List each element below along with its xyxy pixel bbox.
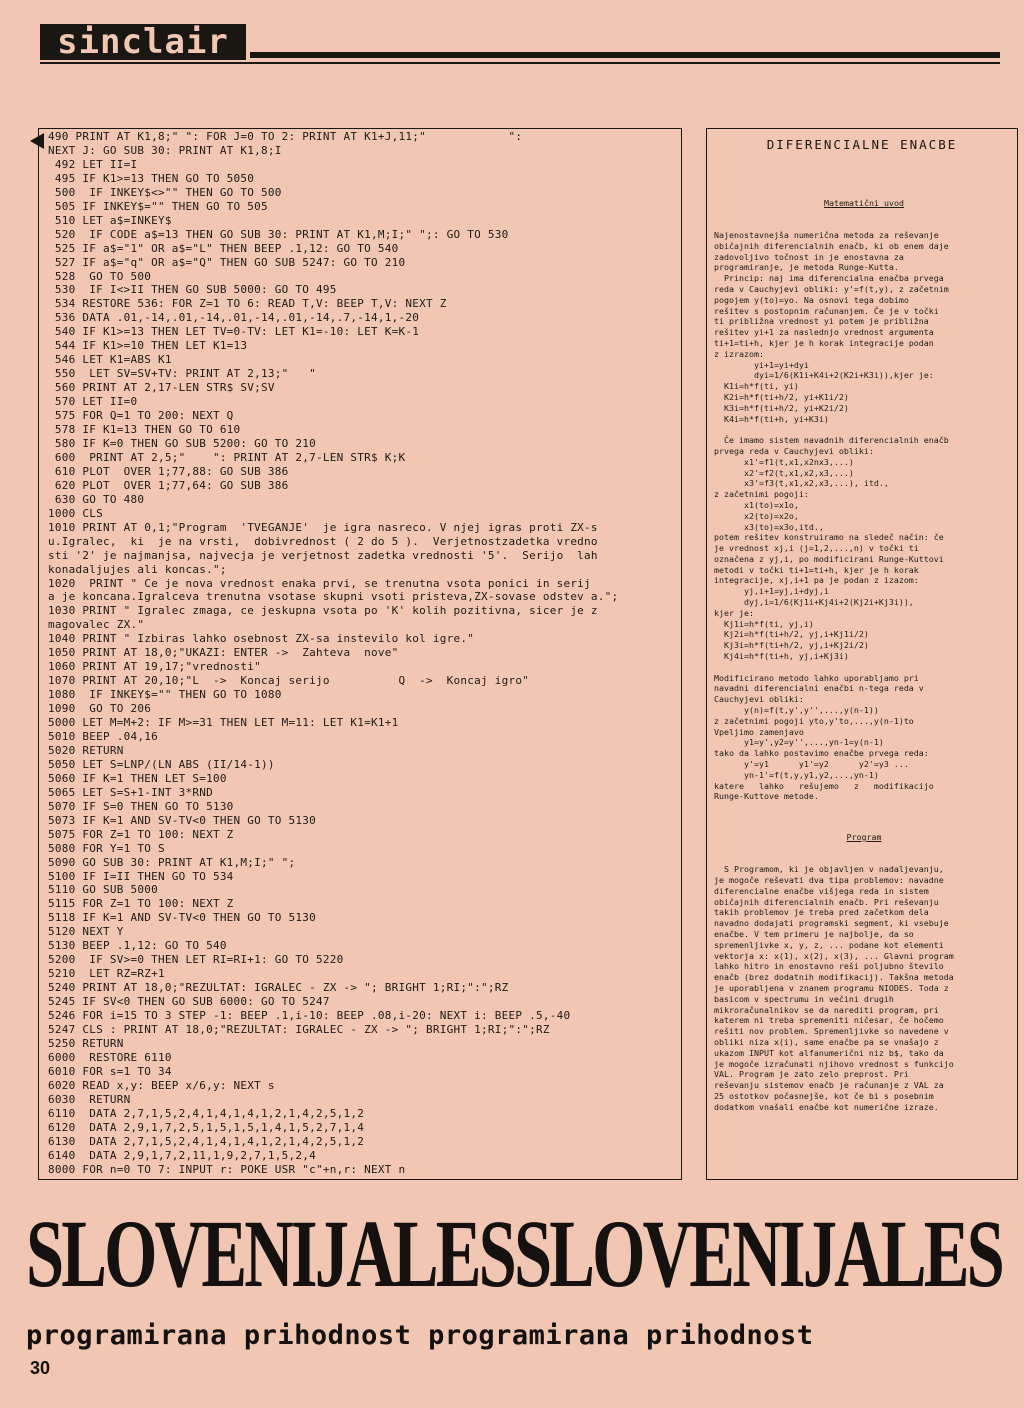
article-line: Modificirano metodo lahko uporabljamo pri: [714, 672, 919, 683]
listing-line: 5118 IF K=1 AND SV-TV<0 THEN GO TO 5130: [48, 911, 317, 925]
listing-line: 1000 CLS: [48, 506, 103, 520]
listing-line: 5073 IF K=1 AND SV-TV<0 THEN GO TO 5130: [48, 813, 317, 827]
listing-line: 1010 PRINT AT 0,1;"Program 'TVEGANJE' je igra nasreco. V njej igras proti ZX-s: [48, 520, 598, 534]
basic-program-listing: [48, 130, 676, 1176]
listing-line: a je koncana.Igralceva trenutna vsotase skupni vsoti pristeva,ZX-sovase odstev a.";: [48, 590, 619, 604]
article-line: potem rešitev konstruiramo na sledeč način: če: [714, 532, 944, 543]
listing-line: 5020 RETURN: [48, 743, 124, 757]
article-line: Najenostavnejša numerična metoda za reševanje: [714, 229, 939, 240]
listing-line: 600 PRINT AT 2,5;" ": PRINT AT 2,7-LEN STR$ K;K: [48, 450, 406, 464]
listing-line: 610 PLOT OVER 1;77,88: GO SUB 386: [48, 464, 289, 478]
article-line: reševanju sistemov enačb je računanje z VAL za: [714, 1080, 944, 1091]
listing-line: konadaljujes ali koncas.";: [48, 562, 227, 576]
listing-line: 525 IF a$="1" OR a$="L" THEN BEEP .1,12: GO TO 540: [48, 241, 399, 255]
listing-line: 527 IF a$="q" OR a$="Q" THEN GO SUB 5247: GO TO 210: [48, 255, 406, 269]
listing-line: 5080 FOR Y=1 TO S: [48, 841, 165, 855]
article-line: 25 ostotkov počasnejše, kot če bi s posebnim: [714, 1090, 934, 1101]
article-line: basicom v spectrumu in večini drugih: [714, 993, 894, 1004]
article-line: x3'=f3(t,x1,x2,x3,...), itd.,: [714, 478, 889, 489]
listing-line: 6030 RETURN: [48, 1092, 131, 1106]
article-line: yn-1'=f(t,y,y1,y2,...,yn-1): [714, 769, 879, 780]
listing-line: 580 IF K=0 THEN GO SUB 5200: GO TO 210: [48, 436, 317, 450]
article-line: Runge-Kuttove metode.: [714, 791, 819, 802]
article-line: prvega reda v Cauchyjevi obliki:: [714, 445, 874, 456]
header-rule-thin: [40, 62, 1000, 64]
listing-line: 5000 LET M=M+2: IF M>=31 THEN LET M=11: LET K1=K1+1: [48, 716, 399, 730]
article-line: dyj,i=1/6(Kj1i+Kj4i+2(Kj2i+Kj3i)),: [714, 597, 914, 608]
article-line: [714, 662, 1014, 673]
listing-line: 560 PRINT AT 2,17-LEN STR$ SV;SV: [48, 381, 275, 395]
article-line: ti približna vrednost yi potem je približna: [714, 316, 929, 327]
article-line: reda v Cauchyjevi obliki: y'=f(t,y), z začetnim: [714, 283, 949, 294]
listing-line: 5246 FOR i=15 TO 3 STEP -1: BEEP .1,i-10: BEEP .08,i-20: NEXT i: BEEP .5,-40: [48, 1009, 571, 1023]
listing-line: 6020 READ x,y: BEEP x/6,y: NEXT s: [48, 1078, 275, 1092]
article-line: Vpeljimo zamenjavo: [714, 726, 804, 737]
listing-line: 630 GO TO 480: [48, 492, 145, 506]
article-line: običajnih diferencialnih enačb, ki ob enem daje: [714, 240, 949, 251]
listing-line: 5065 LET S=S+1-INT 3*RND: [48, 785, 213, 799]
listing-line: 6140 DATA 2,9,1,7,2,11,1,9,2,7,1,5,2,4: [48, 1148, 317, 1162]
article-line: Princip: naj ima diferencialna enačba prvega: [714, 273, 944, 284]
listing-line: u.Igralec, ki je na vrsti, dobivrednost ( 2 do 5 ). Verjetnostzadetka vredno: [48, 534, 598, 548]
article-line: katerem ni treba spremeniti ničesar, če hočemo: [714, 1015, 944, 1026]
article-line: obliki niza x(i), same enačbe pa se vnašajo z: [714, 1036, 939, 1047]
article-body: [714, 176, 1014, 1134]
article-line: lahko hitro in enostavno reši poljubno število: [714, 961, 944, 972]
listing-line: 5110 GO SUB 5000: [48, 883, 158, 897]
sinclair-logo: sinclair: [40, 24, 246, 60]
article-line: vektorja x: x(1), x(2), x(3), ... Glavni program: [714, 950, 954, 961]
article-line: dyi=1/6(K1i+K4i+2(K2i+K3i)),kjer je:: [714, 370, 934, 381]
listing-line: 528 GO TO 500: [48, 269, 152, 283]
article-line: x1'=f1(t,x1,x2nx3,...): [714, 456, 854, 467]
listing-line: 620 PLOT OVER 1;77,64: GO SUB 386: [48, 478, 289, 492]
article-line: enačb (brez dodatnih modifikacij). Takšna metoda: [714, 972, 954, 983]
listing-line: 500 IF INKEY$<>"" THEN GO TO 500: [48, 185, 282, 199]
listing-line: 5100 IF I=II THEN GO TO 534: [48, 869, 234, 883]
article-line: VAL. Program je zato zelo preprost. Pri: [714, 1069, 909, 1080]
article-line: takih problemov je treba pred začetkom dela: [714, 907, 929, 918]
listing-line: magovalec ZX.": [48, 618, 145, 632]
article-line: K1i=h*f(ti, yi): [714, 381, 799, 392]
listing-line: 5090 GO SUB 30: PRINT AT K1,M;I;" ";: [48, 855, 296, 869]
article-line: Kj3i=h*f(ti+h/2, yj,i+Kj2i/2): [714, 640, 869, 651]
section-heading-program: Program: [846, 831, 882, 842]
article-line: pogojem y(to)=yo. Na osnovi tega dobimo: [714, 294, 909, 305]
section-program-text: [714, 864, 1014, 1112]
listing-line: 1030 PRINT " Igralec zmaga, ce jeskupna vsota po 'K' kolih pozitivna, sicer je z: [48, 604, 598, 618]
article-line: je mogoče reševati dva tipa problemov: navadne: [714, 875, 944, 885]
continuation-arrow-icon: [30, 133, 44, 149]
article-line: Če imamo sistem navadnih diferencialnih enačb: [714, 435, 949, 446]
listing-line: 5115 FOR Z=1 TO 100: NEXT Z: [48, 897, 234, 911]
listing-line: sti '2' je najmanjsa, najvecja je verjetnost zadetka vrednosti '5'. Serijo lah: [48, 548, 598, 562]
listing-line: 6110 DATA 2,7,1,5,2,4,1,4,1,4,1,2,1,4,2,5,1,2: [48, 1106, 365, 1120]
listing-line: 520 IF CODE a$=13 THEN GO SUB 30: PRINT AT K1,M;I;" ";: GO TO 530: [48, 227, 509, 241]
article-line: katere lahko rešujemo z modifikacijo: [714, 780, 934, 791]
listing-line: 6010 FOR s=1 TO 34: [48, 1064, 172, 1078]
slovenijales-banner: SLOVENIJALESSLOVENIJALES: [26, 1200, 1002, 1307]
listing-line: 6130 DATA 2,7,1,5,2,4,1,4,1,4,1,2,1,4,2,5,1,2: [48, 1134, 365, 1148]
listing-line: 1090 GO TO 206: [48, 702, 152, 716]
article-line: je mogoče izračunati njihovo vrednost s funkcijo: [714, 1058, 954, 1069]
article-line: Cauchyjevi obliki:: [714, 694, 804, 705]
article-line: yi+1=yi+dyi: [714, 359, 809, 370]
listing-line: 6120 DATA 2,9,1,7,2,5,1,5,1,5,1,4,1,5,2,7,1,4: [48, 1120, 365, 1134]
article-line: mikroračunalnikov se da narediti program, pri: [714, 1004, 939, 1015]
listing-line: 550 LET SV=SV+TV: PRINT AT 2,13;" ": [48, 367, 317, 381]
article-line: spremenljivke x, y, z, ... podane kot elementi: [714, 939, 944, 950]
article-line: diferencialne enačbe višjega reda in sistem: [714, 885, 929, 896]
listing-line: 5130 BEEP .1,12: GO TO 540: [48, 939, 227, 953]
article-line: rešitev yi+1 za naslednjo vrednost argumenta: [714, 327, 934, 338]
article-line: x2(to)=x2o,: [714, 510, 799, 521]
article-line: označena z yj,i, po modificirani Runge-Kuttovi: [714, 553, 944, 564]
article-line: K2i=h*f(ti+h/2, yi+K1i/2): [714, 391, 849, 402]
listing-line: 495 IF K1>=13 THEN GO TO 5050: [48, 171, 255, 185]
listing-line: 5210 LET RZ=RZ+1: [48, 967, 165, 981]
article-line: navadno dodajati programski segment, ki vsebuje: [714, 918, 949, 929]
article-line: Kj4i=h*f(ti+h, yj,i+Kj3i): [714, 651, 849, 662]
listing-line: 490 PRINT AT K1,8;" ": FOR J=0 TO 2: PRINT AT K1+J,11;" ":: [48, 130, 523, 143]
article-line: Kj2i=h*f(ti+h/2, yj,i+Kj1i/2): [714, 629, 869, 640]
article-line: K4i=h*f(ti+h, yi+K3i): [714, 413, 829, 424]
article-line: S Programom, ki je objavljen v nadaljevanju,: [714, 864, 944, 875]
listing-line: 530 IF I<>II THEN GO SUB 5000: GO TO 495: [48, 283, 337, 297]
listing-line: 5240 PRINT AT 18,0;"REZULTAT: IGRALEC - ZX -> "; BRIGHT 1;RI;":";RZ: [48, 981, 509, 995]
article-line: dodatkom vnašali enačbe kot numerične izraze.: [714, 1101, 939, 1112]
article-line: navadni diferencialni enačbi n-tega reda v: [714, 683, 924, 694]
section-math-intro-text: [714, 230, 1014, 802]
article-line: x1(to)=x1o,: [714, 499, 799, 510]
article-line: programiranje, je metoda Runge-Kutta.: [714, 262, 899, 273]
article-line: y(n)=f(t,y',y'',...,y(n-1)): [714, 705, 879, 716]
article-title: DIFERENCIALNE ENACBE: [766, 137, 958, 152]
listing-line: 570 LET II=0: [48, 395, 138, 409]
listing-line: 5247 CLS : PRINT AT 18,0;"REZULTAT: IGRALEC - ZX -> "; BRIGHT 1;RI;":";RZ: [48, 1023, 550, 1036]
article-line: [714, 424, 1014, 435]
listing-line: 5070 IF S=0 THEN GO TO 5130: [48, 799, 234, 813]
page-number: 30: [30, 1358, 51, 1378]
listing-line: 1020 PRINT " Ce je nova vrednost enaka prvi, se trenutna vsota ponici in serij: [48, 576, 591, 590]
article-line: x3(to)=x3o,itd.,: [714, 521, 824, 532]
article-line: z začetnimi pogoji yto,y'to,...,y(n-1)to: [714, 715, 914, 726]
listing-line: 8000 FOR n=0 TO 7: INPUT r: POKE USR "c"+n,r: NEXT n: [48, 1162, 406, 1176]
article-line: x2'=f2(t,x1,x2,x3,...): [714, 467, 854, 478]
article-line: enačbe. V tem primeru je najbolje, da so: [714, 928, 914, 939]
article-line: y1=y',y2=y'',...,yn-1=y(n-1): [714, 737, 884, 748]
article-line: kjer je:: [714, 607, 754, 618]
listing-line: 536 DATA .01,-14,.01,-14,.01,-14,.01,-14,.7,-14,1,-20: [48, 311, 420, 325]
listing-line: 505 IF INKEY$="" THEN GO TO 505: [48, 199, 268, 213]
listing-line: 5120 NEXT Y: [48, 925, 124, 939]
article-line: K3i=h*f(ti+h/2, yi+K2i/2): [714, 402, 849, 413]
listing-line: 5075 FOR Z=1 TO 100: NEXT Z: [48, 827, 234, 841]
article-line: ukazom INPUT kot alfanumerični niz b$, tako da: [714, 1047, 944, 1058]
listing-line: 546 LET K1=ABS K1: [48, 353, 172, 367]
listing-line: NEXT J: GO SUB 30: PRINT AT K1,8;I: [48, 143, 282, 157]
listing-line: 578 IF K1=13 THEN GO TO 610: [48, 423, 241, 437]
listing-line: 510 LET a$=INKEY$: [48, 213, 172, 227]
listing-line: 6000 RESTORE 6110: [48, 1050, 172, 1064]
header-rule: [250, 52, 1000, 58]
listing-line: 5250 RETURN: [48, 1036, 124, 1050]
article-line: običajnih diferencialnih enačb. Pri reševanju: [714, 896, 939, 907]
listing-line: 1070 PRINT AT 20,10;"L -> Koncaj serijo Q -> Koncaj igro": [48, 674, 530, 688]
article-line: y'=y1 y1'=y2 y2'=y3 ...: [714, 759, 909, 770]
listing-line: 1080 IF INKEY$="" THEN GO TO 1080: [48, 688, 282, 702]
listing-line: 5060 IF K=1 THEN LET S=100: [48, 771, 227, 785]
listing-line: 575 FOR Q=1 TO 200: NEXT Q: [48, 409, 234, 423]
article-line: zadovoljivo točnost in je enostavna za: [714, 251, 904, 262]
listing-line: 5050 LET S=LNP/(LN ABS (II/14-1)): [48, 757, 275, 771]
banner-tagline: programirana prihodnost programirana prihodnost: [26, 1320, 814, 1351]
article-line: Kj1i=h*f(ti, yj,i): [714, 618, 814, 629]
listing-line: 5245 IF SV<0 THEN GO SUB 6000: GO TO 5247: [48, 995, 330, 1009]
article-line: rešiti nov problem. Spremenljivke so navedene v: [714, 1026, 949, 1037]
article-line: z izrazom:: [714, 348, 764, 359]
article-line: yj,i+1=yj,i+dyj,i: [714, 586, 829, 597]
listing-line: 5010 BEEP .04,16: [48, 729, 158, 743]
listing-line: 1040 PRINT " Izbiras lahko osebnost ZX-sa instevilo kol igre.": [48, 632, 475, 646]
listing-line: 5200 IF SV>=0 THEN LET RI=RI+1: GO TO 5220: [48, 953, 344, 967]
listing-line: 540 IF K1>=13 THEN LET TV=0-TV: LET K1=-10: LET K=K-1: [48, 325, 420, 339]
article-line: rešitev s postopnim računanjem. Če je v točki: [714, 305, 939, 316]
section-heading-math-intro: Matematični uvod: [824, 197, 904, 208]
article-line: z začetnimi pogoji:: [714, 489, 809, 500]
listing-line: 1050 PRINT AT 18,0;"UKAZI: ENTER -> Zahteva nove": [48, 646, 399, 660]
article-line: je uporabljena v znanem programu NIODES. Toda z: [714, 982, 949, 993]
article-line: ti+1=ti+h, kjer je h korak integracije podan: [714, 337, 934, 348]
article-line: metodi v točki ti+1=ti+h, kjer je h korak: [714, 564, 919, 575]
listing-line: 1060 PRINT AT 19,17;"vrednosti": [48, 660, 262, 674]
listing-line: 544 IF K1>=10 THEN LET K1=13: [48, 339, 248, 353]
article-line: integracije, xj,i+1 pa je podan z izazom:: [714, 575, 919, 586]
listing-line: 534 RESTORE 536: FOR Z=1 TO 6: READ T,V: BEEP T,V: NEXT Z: [48, 297, 447, 311]
article-line: tako da lahko postavimo enačbe prvega reda:: [714, 748, 929, 759]
article-line: je vrednost xj,i (j=1,2,...,n) v točki ti: [714, 543, 919, 554]
listing-line: 492 LET II=I: [48, 157, 138, 171]
